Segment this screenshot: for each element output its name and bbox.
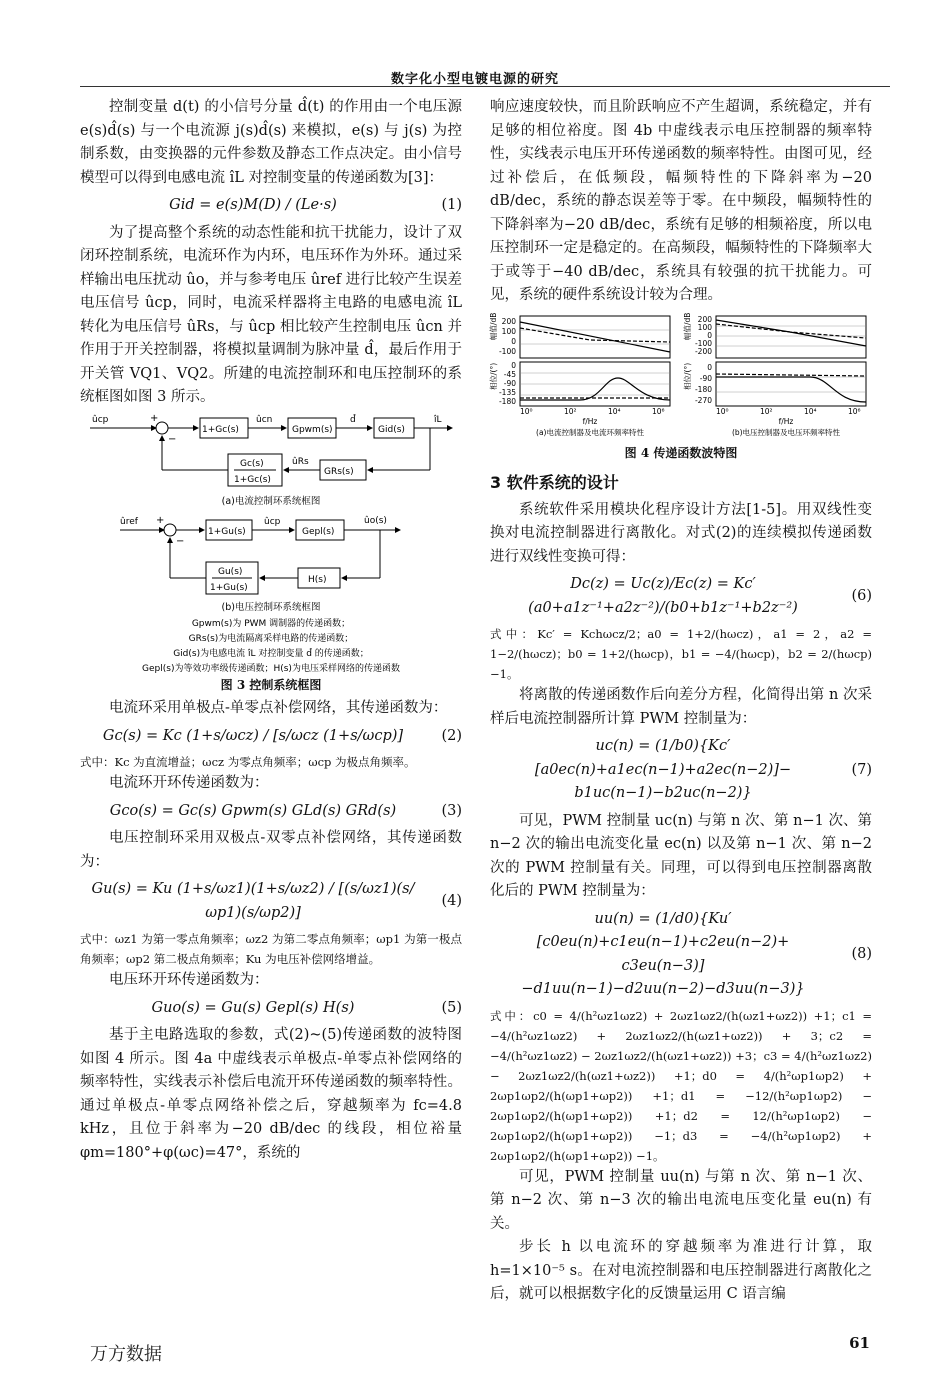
voltage-loop-diagram	[120, 520, 400, 594]
ylabel-mag-a: 幅值/dB	[489, 312, 498, 340]
equation-number: (5)	[441, 999, 462, 1016]
fb-den: 1+Gc(s)	[234, 474, 271, 485]
figure-3-title: 图 3 控制系统框图	[220, 677, 322, 692]
fig3-note: Gpwm(s)为 PWM 调制器的传递函数；	[191, 618, 351, 629]
tick: -180	[498, 396, 516, 406]
voltage-loop-labels	[120, 515, 387, 593]
paragraph: 基于主电路选取的参数，式(2)~(5)传递函数的波特图如图 4 所示。图 4a 中虚线表示单极点-单零点补偿网络的频率特性，实线表示补偿后电流开环传递函数的频率特性。通过单极点-单零点网络补偿之后，穿越频率为 fc=4.8 kHz，且位于斜率为−20 dB/dec 的线段，相位裕量 φm=180°+φ(ωc)=47°，系统的	[80, 1027, 462, 1161]
label-il: îL	[434, 414, 442, 425]
equation-note: 式中：c0 = 4/(h²ωz1ωz2) + 2ωz1ωz2/(h(ωz1+ωz2)) +1；c1 = −4/(h²ωz1ωz2) + 2ωz1ωz2/(h(ωz1+ωz2)) + 3；c2 = −4/(h²ωz1ωz2) − 2ωz1ωz2/(h(ωz1+ωz2)) +3；c3 = 4/(h²ωz1ωz2) − 2ωz1ωz2/(h(ωz1+ωz2)) +1；d0 = 4/(h²ωp1ωp2) + 2ωp1ωp2/(h(ωp1+ωp2)) +1；d1 = −12/(h²ωp1ωp2) − 2ωp1ωp2/(h(ωp1+ωp2)) +1；d2 = 12/(h²ωp1ωp2) − 2ωp1ωp2/(h(ωp1+ωp2)) −1；d3 = −4/(h²ωp1ωp2) + 2ωp1ωp2/(h(ωp1+ωp2)) −1。	[490, 1008, 872, 1163]
paragraph: 步长 h 以电流环的穿越频率为准进行计算，取 h=1×10⁻⁵ s。在对电流控制器和电压控制器进行离散化之后，就可以根据数字化的反馈量运用 C 语言编	[490, 1239, 872, 1302]
ylabel-mag-b: 幅值/dB	[683, 312, 692, 340]
tick: 0	[707, 330, 712, 340]
tick: 10⁰	[520, 406, 533, 416]
equation-8	[490, 908, 872, 1002]
equation-number: (6)	[851, 587, 872, 604]
tick: 100	[501, 326, 516, 336]
equation-line: uu(n) = (1/d0){Ku′[c0eu(n)+c1eu(n−1)+c2eu(n−2)+	[536, 910, 790, 950]
xlabel-b: f/Hz	[778, 416, 794, 426]
equation-body: Gu(s) = Ku (1+s/ωz1)(1+s/ωz2) / [(s/ωz1)(s/ωp1)(s/ωp2)]	[91, 881, 415, 921]
equation-number: (8)	[851, 945, 872, 962]
fig3-notes	[142, 617, 400, 674]
label-d: d̂	[350, 414, 356, 425]
equation-5	[80, 997, 462, 1021]
page-number: 61	[849, 1334, 870, 1352]
block-gid: Gid(s)	[378, 424, 405, 435]
tick: -45	[503, 369, 516, 379]
fig3-note: GRs(s)为电流隔离采样电路的传递函数；	[188, 633, 354, 644]
paragraph: 响应速度较快，而且阶跃响应不产生超调，系统稳定，并有足够的相位裕度。图 4b 中虚线表示电压控制器的频率特性，实线表示电压开环传递函数的频率特性。由图可见，经过补偿后，在低频段，幅频特性的下降斜率为−20 dB/dec，系统的静态误差等于零。在中频段，幅频特性的下降斜率为−20 dB/dec，系统有足够的相频裕度，所以电压控制环一定是稳定的。在高频段，幅频特性的下降频率大于或等于−40 dB/dec，系统具有较强的抗干扰能力。可见，系统的硬件系统设计较为合理。	[490, 99, 872, 303]
fig4a-caption: (a)电流控制器及电流环频率特性	[536, 427, 644, 437]
equation-body: Gid = e(s)M(D) / (Le·s)	[169, 197, 337, 213]
fig3-note: Gid(s)为电感电流 îL 对控制变量 d̂ 的传递函数；	[173, 648, 369, 659]
paragraph: 系统软件采用模块化程序设计方法[1-5]。用双线性变换对电流控制器进行离散化。对式(2)的连续模拟传递函数进行双线性变换可得：	[490, 501, 872, 565]
watermark: 万方数据	[90, 1344, 162, 1365]
xlabel-a: f/Hz	[582, 416, 598, 426]
equation-6	[490, 573, 872, 620]
fig3-note: Gepl(s)为等效功率级传递函数；H(s)为电压采样网络的传递函数	[142, 663, 400, 674]
block-gu: 1+Gu(s)	[208, 526, 246, 537]
tick: 10⁰	[716, 406, 729, 416]
paragraph: 电流环采用单极点-单零点补偿网络，其传递函数为：	[109, 700, 448, 716]
series-b-phase-dashed	[716, 374, 866, 376]
current-loop-labels	[92, 413, 442, 485]
tick: 10²	[760, 406, 773, 416]
paragraph: 可见，PWM 控制量 uu(n) 与第 n 次、第 n−1 次、第 n−2 次、第 n−3 次的输出电流电压变化量 eu(n) 有关。	[490, 1168, 872, 1232]
figure-4-title: 图 4 传递函数波特图	[624, 445, 738, 460]
paragraph: 电压环开环传递函数为：	[109, 972, 269, 988]
svg-text:−: −	[168, 433, 177, 445]
equation-number: (7)	[851, 761, 872, 778]
label-ucp: ûcp	[92, 414, 109, 425]
fig4b-caption: (b)电压控制器及电压环频率特性	[731, 427, 841, 437]
paragraph: 为了提高整个系统的动态性能和抗干扰能力，设计了双闭环控制系统，电流环作为内环，电压环作为外环。通过采样输出电压扰动 ûo，并与参考电压 ûref 进行比较产生误差电压信号 ûcp，同时，电流采样器将主电路的电感电流 îL 转化为电压信号 ûRs，与 ûcp 相比较产生控制电压 ûcn 并作用于开关控制器，将模拟量调制为脉冲量 d̂，最后作用于开关管 VQ1、VQ2。所建的电流控制环和电压控制环的系统框图如图 3 所示。	[80, 224, 462, 405]
equation-number: (2)	[441, 727, 462, 744]
fbu-num: Gu(s)	[218, 566, 243, 577]
figure-4-bode-plots	[490, 312, 872, 442]
tick: 0	[511, 360, 516, 370]
label-ucp-b: ûcp	[264, 516, 281, 527]
plot-b-mag-frame	[716, 316, 866, 358]
tick: -200	[694, 346, 712, 356]
label-urs: ûRs	[292, 456, 309, 467]
equation-body: Dc(z) = Uc(z)/Ec(z) = Kc′ (a0+a1z⁻¹+a2z⁻²)/(b0+b1z⁻¹+b2z⁻²)	[528, 576, 798, 616]
equation-body: Gco(s) = Gc(s) Gpwm(s) GLd(s) GRd(s)	[109, 802, 397, 819]
paragraph: 可见，PWM 控制量 uc(n) 与第 n 次、第 n−1 次、第 n−2 次的输出电流变化量 ec(n) 以及第 n−1 次、第 n−2 次的 PWM 控制量有关。同理，可以得到电压控制器离散化后的 PWM 控制量为：	[490, 812, 872, 899]
equation-body: Gc(s) = Kc (1+s/ωcz) / [s/ωcz (1+s/ωcp)]	[102, 727, 404, 744]
equation-2	[80, 725, 462, 749]
figure-3-block-diagram	[80, 412, 462, 674]
tick: 10⁶	[848, 406, 861, 416]
tick: -135	[498, 387, 516, 397]
equation-line: c3eu(n−3)]−d1uu(n−1)−d2uu(n−2)−d3uu(n−3)}	[521, 957, 805, 997]
series-b-mag-solid	[716, 320, 866, 346]
svg-text:+: +	[150, 412, 159, 424]
fig3a-caption: (a)电流控制环系统框图	[221, 495, 321, 507]
fbu-den: 1+Gu(s)	[210, 582, 248, 593]
right-column	[490, 96, 872, 1307]
block-gpwm: Gpwm(s)	[292, 424, 333, 435]
equation-note: 式中：ωz1 为第一零点角频率；ωz2 为第二零点角频率；ωp1 为第一极点角频率；ωp2 第二极点角频率；Ku 为电压补偿网络增益。	[80, 932, 462, 966]
paragraph: 电流环开环传递函数为：	[109, 775, 269, 791]
tick: 0	[707, 362, 712, 372]
equation-number: (4)	[441, 892, 462, 909]
block-gc: 1+Gc(s)	[202, 424, 239, 435]
tick: 10²	[564, 406, 577, 416]
block-grs: GRs(s)	[324, 466, 354, 477]
ylabel-phase-b: 相位/(°)	[683, 362, 692, 390]
svg-text:+: +	[156, 514, 165, 526]
tick: 100	[697, 322, 712, 332]
equation-3	[80, 800, 462, 824]
fig3b-caption: (b)电压控制环系统框图	[221, 601, 321, 613]
tick: -90	[503, 378, 516, 388]
svg-text:−: −	[176, 535, 185, 547]
equation-1	[80, 194, 462, 218]
block-gepl: Gepl(s)	[302, 526, 335, 537]
left-column	[80, 96, 462, 1165]
paragraph: 电压控制环采用双极点-双零点补偿网络，其传递函数为：	[80, 830, 462, 870]
plot-b-phase-frame	[716, 362, 866, 406]
ylabel-phase-a: 相位/(°)	[489, 362, 498, 390]
equation-line: uc(n) = (1/b0){Kc′[a0ec(n)+a1ec(n−1)+a2ec(n−2)]−	[534, 738, 792, 778]
equation-note: 式中：Kc′ = Kchωcz/2；a0 = 1+2/(hωcz)，a1 = 2，a2 = 1−2/(hωcz)；b0 = 1+2/(hωcp)，b1 = −4/(hωcp)，b2 = 2/(hωcp) −1。	[490, 627, 872, 681]
tick: 200	[501, 316, 516, 326]
tick: -100	[694, 338, 712, 348]
section-heading: 3 软件系统的设计	[490, 473, 619, 492]
block-h: H(s)	[308, 574, 327, 585]
equation-body	[490, 735, 836, 806]
paragraph: 将离散的传递函数作后向差分方程，化简得出第 n 次采样后电流控制器所计算 PWM 控制量为：	[490, 687, 872, 727]
tick: 10⁶	[652, 406, 665, 416]
series-a-mag-solid	[520, 322, 670, 352]
tick: 0	[511, 336, 516, 346]
tick: 10⁴	[804, 406, 817, 416]
series-b-phase-solid	[716, 377, 866, 402]
paragraph: 控制变量 d(t) 的小信号分量 d̂(t) 的作用由一个电压源 e(s)d̂(s) 与一个电流源 j(s)d̂(s) 来模拟，e(s) 与 j(s) 为控制系数，由变换器的元件参数及静态工作点决定。由小信号模型可以得到电感电流 îL 对控制变量的传递函数为[3]：	[80, 99, 462, 186]
tick: -180	[694, 384, 712, 394]
tick: -100	[498, 346, 516, 356]
tick: -90	[699, 373, 712, 383]
series-a-phase-solid	[520, 378, 670, 400]
equation-7	[490, 735, 872, 806]
equation-number: (1)	[441, 197, 462, 213]
equation-body: Guo(s) = Gu(s) Gepl(s) H(s)	[151, 999, 355, 1016]
tick: -270	[694, 395, 712, 405]
equation-4	[80, 878, 462, 925]
header-rule	[80, 86, 890, 87]
label-ucn: ûcn	[256, 414, 273, 425]
running-header: 数字化小型电镀电源的研究	[390, 72, 559, 87]
label-uref: ûref	[120, 516, 138, 527]
equation-number: (3)	[441, 802, 462, 819]
equation-note: 式中：Kc 为直流增益；ωcz 为零点角频率；ωcp 为极点角频率。	[80, 755, 416, 769]
equation-body	[490, 908, 836, 1002]
label-uo: ûo(s)	[364, 515, 387, 526]
fb-num: Gc(s)	[240, 458, 264, 469]
tick: 10⁴	[608, 406, 621, 416]
tick: 200	[697, 314, 712, 324]
equation-line: b1uc(n−1)−b2uc(n−2)}	[574, 785, 752, 801]
